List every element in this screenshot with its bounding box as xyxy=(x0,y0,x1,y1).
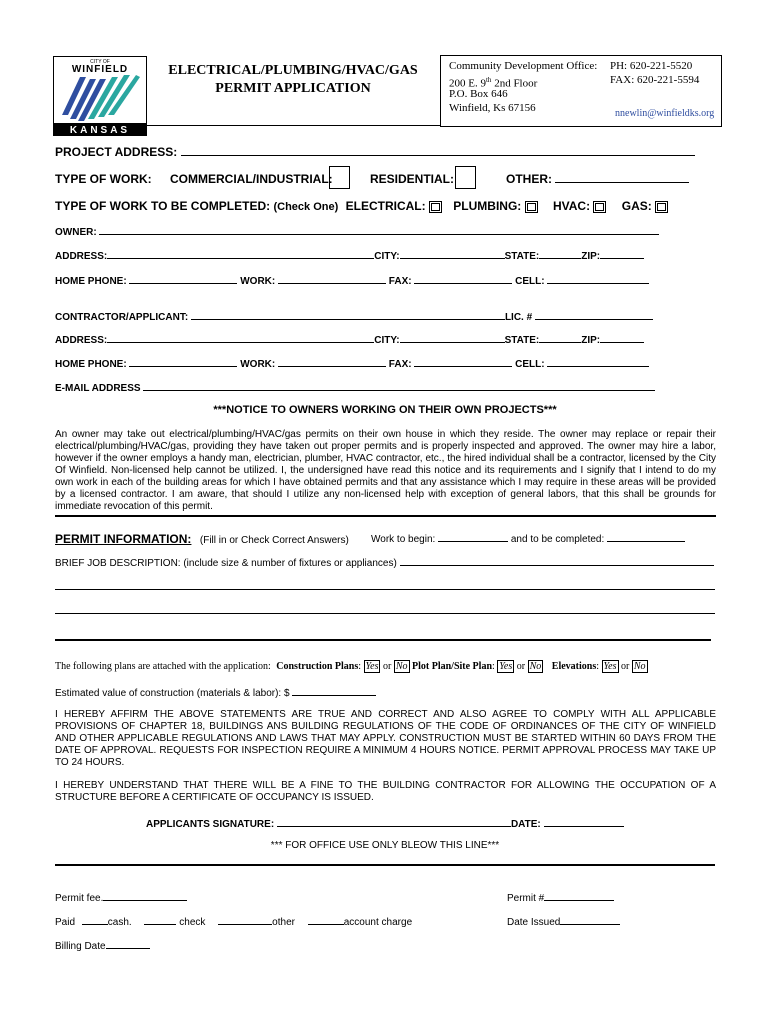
estimated-value-field[interactable] xyxy=(292,685,376,696)
contractor-address-field[interactable] xyxy=(107,332,374,343)
elevations-label: Elevations xyxy=(551,661,597,672)
contractor-field[interactable] xyxy=(191,309,505,320)
elevations-yes[interactable]: Yes xyxy=(603,661,617,672)
owner-work-field[interactable] xyxy=(278,273,386,284)
owner-address-field[interactable] xyxy=(107,248,374,259)
contractor-cell-field[interactable] xyxy=(547,356,649,367)
construction-no[interactable]: No xyxy=(395,661,408,672)
title-line-1: ELECTRICAL/PLUMBING/HVAC/GAS xyxy=(168,63,418,78)
signature-label: APPLICANTS SIGNATURE: xyxy=(146,819,275,830)
permit-info-note: (Fill in or Check Correct Answers) xyxy=(199,535,349,546)
cash-field[interactable] xyxy=(82,914,108,925)
owner-state-field[interactable] xyxy=(539,248,581,259)
project-address-label: PROJECT ADDRESS: xyxy=(55,145,178,159)
project-address-row xyxy=(55,145,695,159)
office-city: Winfield, Ks 67156 xyxy=(449,102,536,114)
affirmation-paragraph: I HEREBY AFFIRM THE ABOVE STATEMENTS ARE TRUE AND CORRECT AND ALSO AGREE TO COMPLY WITH ALL APPLICABLE PROVISIONS OF CHAPTER 18, BUILDINGS ANS BUILDING REGULATIONS OF THE CODE OF ORDINANCES OF THE CITY OF WINFIELD AND OTHER APPLICABLE REGULATIONS AND LAWS THAT MAY APPLY. CONSTRUCTION MUST BE STARTED WITHIN 60 DAYS FROM THE DATE OF APPROVAL. REQUESTS FOR INSPECTION REQUIRE A MINIMUM 4 HOURS NOTICE. PERMIT APPROVAL PROCESS MAY TAKE UP TO 24 HOURS. xyxy=(55,709,716,768)
form-title xyxy=(150,62,436,98)
other-field[interactable] xyxy=(555,172,689,183)
plans-intro: The following plans are attached with the application: xyxy=(55,661,271,672)
description-line-2[interactable] xyxy=(55,613,715,614)
description-line-3[interactable] xyxy=(55,639,711,641)
email-field[interactable] xyxy=(143,380,655,391)
contractor-work-label: WORK: xyxy=(240,359,276,370)
permit-info-row xyxy=(55,530,349,548)
other-payment-field[interactable] xyxy=(218,914,272,925)
permit-fee-label: Permit fee. xyxy=(55,893,104,904)
other-payment-label: other xyxy=(272,917,295,928)
license-field[interactable] xyxy=(535,309,653,320)
owner-row xyxy=(55,224,659,238)
email-label: E-MAIL ADDRESS xyxy=(55,383,141,394)
office-pobox: P.O. Box 646 xyxy=(449,88,508,100)
office-fax: FAX: 620-221-5594 xyxy=(610,74,700,86)
type-of-work-label: TYPE OF WORK: xyxy=(55,172,152,186)
plumbing-label: PLUMBING: xyxy=(453,199,522,213)
electrical-label: ELECTRICAL: xyxy=(345,199,426,213)
contractor-label: CONTRACTOR/APPLICANT: xyxy=(55,312,189,323)
contractor-work-field[interactable] xyxy=(278,356,386,367)
completed-field[interactable] xyxy=(607,531,685,542)
electrical-checkbox[interactable] xyxy=(429,201,442,213)
contractor-cell-label: CELL: xyxy=(515,359,545,370)
contractor-address-row xyxy=(55,332,644,346)
permit-fee-row xyxy=(55,890,187,904)
brief-description-field[interactable] xyxy=(400,555,714,566)
owner-work-label: WORK: xyxy=(240,276,276,287)
brief-description-label: BRIEF JOB DESCRIPTION: (include size & number of fixtures or appliances) xyxy=(55,558,397,569)
estimated-value-row xyxy=(55,685,376,699)
notice-body: An owner may take out electrical/plumbing/HVAC/gas permits on their own house in which they reside. The owner may replace or repair their electrical/plumbing/HVAC/gas, providing they have taken out proper permits and is properly inspected and approved. The owner may hire a labor, however if the owner employs a handy man, electrician, plumber, HVAC contractor, etc., the hired individual shall be a contractor, licensed by the City Of Winfield. Non-licensed help cannot be utilized. I, the undersigned have read this notice and its requirements and I signify that I intend to do my own work in each of the building areas for which I have obtained permits and that any assistance which I may require in these areas will be provided by a licensed contractor. I am aware, that should I utilize any non-licensed help with exception of general labors, that this shall be grounds for immediate revocation of this permit. xyxy=(55,429,716,512)
permit-info-label: PERMIT INFORMATION: xyxy=(55,532,192,546)
city-logo xyxy=(53,56,147,136)
office-email-link[interactable]: nnewlin@winfieldks.org xyxy=(615,108,715,119)
logo-state: KANSAS xyxy=(69,125,131,135)
billing-date-row xyxy=(55,938,150,952)
payment-row xyxy=(55,914,412,928)
work-type-label: TYPE OF WORK TO BE COMPLETED: xyxy=(55,199,271,213)
check-label: check xyxy=(179,917,206,928)
signature-date-field[interactable] xyxy=(544,816,624,827)
work-begin-label: Work to begin: xyxy=(371,534,436,545)
contractor-row xyxy=(55,309,653,323)
residential-checkbox[interactable] xyxy=(455,166,476,189)
estimated-value-label: Estimated value of construction (materials & labor): $ xyxy=(55,688,290,699)
logo-top-text: CITY OF xyxy=(90,59,110,65)
permit-number-row xyxy=(507,890,614,904)
contractor-state-field[interactable] xyxy=(539,332,581,343)
contractor-home-phone-label: HOME PHONE: xyxy=(55,359,127,370)
owner-state-label: STATE: xyxy=(504,251,540,262)
paid-label: Paid xyxy=(55,917,76,928)
brief-description-row xyxy=(55,555,714,569)
permit-number-label: Permit # xyxy=(507,893,545,904)
contractor-address-label: ADDRESS: xyxy=(55,335,108,346)
owner-home-phone-field[interactable] xyxy=(129,273,237,284)
contractor-city-label: CITY: xyxy=(374,335,400,346)
project-address-field[interactable] xyxy=(181,145,695,156)
check-one-note: (Check One) xyxy=(273,201,339,213)
residential-label: RESIDENTIAL: xyxy=(370,172,454,186)
date-issued-label: Date Issued xyxy=(507,917,561,928)
commercial-label: COMMERCIAL/INDUSTRIAL: xyxy=(170,172,333,186)
winfield-logo-graphic xyxy=(54,57,146,135)
or-text: or xyxy=(382,661,392,672)
license-label: LIC. # xyxy=(504,312,533,323)
occupancy-paragraph: I HEREBY UNDERSTAND THAT THERE WILL BE A FINE TO THE BUILDING CONTRACTOR FOR ALLOWING THE OCCUPATION OF A STRUCTURE BEFORE A CERTIFICATE OF OCCUPANCY IS ISSUED. xyxy=(55,780,716,803)
work-type-row xyxy=(55,199,668,213)
owner-field[interactable] xyxy=(99,224,659,235)
work-dates-row xyxy=(371,531,685,545)
plot-no[interactable]: No xyxy=(529,661,542,672)
signature-row xyxy=(146,816,624,830)
plumbing-checkbox[interactable] xyxy=(525,201,538,213)
logo-city: WINFIELD xyxy=(71,64,129,75)
completed-label: and to be completed: xyxy=(510,534,605,545)
contractor-home-phone-field[interactable] xyxy=(129,356,237,367)
office-phone: PH: 620-221-5520 xyxy=(610,60,693,72)
owner-cell-field[interactable] xyxy=(547,273,649,284)
plans-row: The following plans are attached with the application: Construction Plans: Yes or No Plot Plan/Site Plan: Yes or No Elevations: Yes or No xyxy=(55,661,646,672)
or-text: or xyxy=(516,661,526,672)
gas-checkbox[interactable] xyxy=(655,201,668,213)
permit-number-field[interactable] xyxy=(544,890,614,901)
hvac-checkbox[interactable] xyxy=(593,201,606,213)
logo-stripes-icon xyxy=(62,75,140,121)
account-charge-label: account charge xyxy=(343,917,413,928)
other-label: OTHER: xyxy=(506,172,552,186)
construction-plans-label: Construction Plans xyxy=(276,661,359,672)
commercial-checkbox[interactable] xyxy=(329,166,350,189)
other-work-row xyxy=(506,172,689,186)
owner-zip-label: ZIP: xyxy=(581,251,601,262)
signature-date-label: DATE: xyxy=(510,819,541,830)
signature-field[interactable] xyxy=(277,816,511,827)
owner-city-label: CITY: xyxy=(374,251,400,262)
or-text: or xyxy=(621,661,630,672)
email-row xyxy=(55,380,655,394)
billing-date-label: Billing Date xyxy=(55,941,106,952)
contractor-fax-field[interactable] xyxy=(414,356,512,367)
contractor-phone-row xyxy=(55,356,649,370)
owner-city-field[interactable] xyxy=(400,248,505,259)
owner-home-phone-label: HOME PHONE: xyxy=(55,276,127,287)
gas-label: GAS: xyxy=(621,199,652,213)
office-address: 200 E. 9th 2nd Floor xyxy=(449,76,538,90)
owner-fax-label: FAX: xyxy=(388,276,412,287)
title-line-2: PERMIT APPLICATION xyxy=(215,81,371,96)
contractor-state-label: STATE: xyxy=(504,335,540,346)
cash-label: cash. xyxy=(107,917,132,928)
hvac-label: HVAC: xyxy=(552,199,591,213)
description-line-1[interactable] xyxy=(55,589,715,590)
owner-label: OWNER: xyxy=(55,227,97,238)
date-issued-field[interactable] xyxy=(560,914,620,925)
owner-cell-label: CELL: xyxy=(515,276,545,287)
owner-zip-field[interactable] xyxy=(600,248,644,259)
construction-yes[interactable]: Yes xyxy=(365,661,379,672)
contact-box xyxy=(440,55,722,127)
owner-fax-field[interactable] xyxy=(414,273,512,284)
contractor-city-field[interactable] xyxy=(400,332,505,343)
plot-yes[interactable]: Yes xyxy=(499,661,513,672)
work-begin-field[interactable] xyxy=(438,531,508,542)
owner-address-label: ADDRESS: xyxy=(55,251,108,262)
plot-plan-label: Plot Plan/Site Plan xyxy=(412,661,492,672)
owner-phone-row xyxy=(55,273,649,287)
account-charge-field[interactable] xyxy=(308,914,344,925)
permit-fee-field[interactable] xyxy=(103,890,187,901)
check-field[interactable] xyxy=(144,914,176,925)
contractor-zip-label: ZIP: xyxy=(581,335,601,346)
elevations-no[interactable]: No xyxy=(633,661,646,672)
office-name: Community Development Office: xyxy=(449,60,598,72)
owner-address-row xyxy=(55,248,644,262)
notice-title: ***NOTICE TO OWNERS WORKING ON THEIR OWN PROJECTS*** xyxy=(213,404,557,416)
contractor-zip-field[interactable] xyxy=(600,332,644,343)
contractor-fax-label: FAX: xyxy=(388,359,412,370)
date-issued-row xyxy=(507,914,620,928)
office-use-banner: *** FOR OFFICE USE ONLY BLEOW THIS LINE*** xyxy=(270,840,500,851)
billing-date-field[interactable] xyxy=(106,938,150,949)
